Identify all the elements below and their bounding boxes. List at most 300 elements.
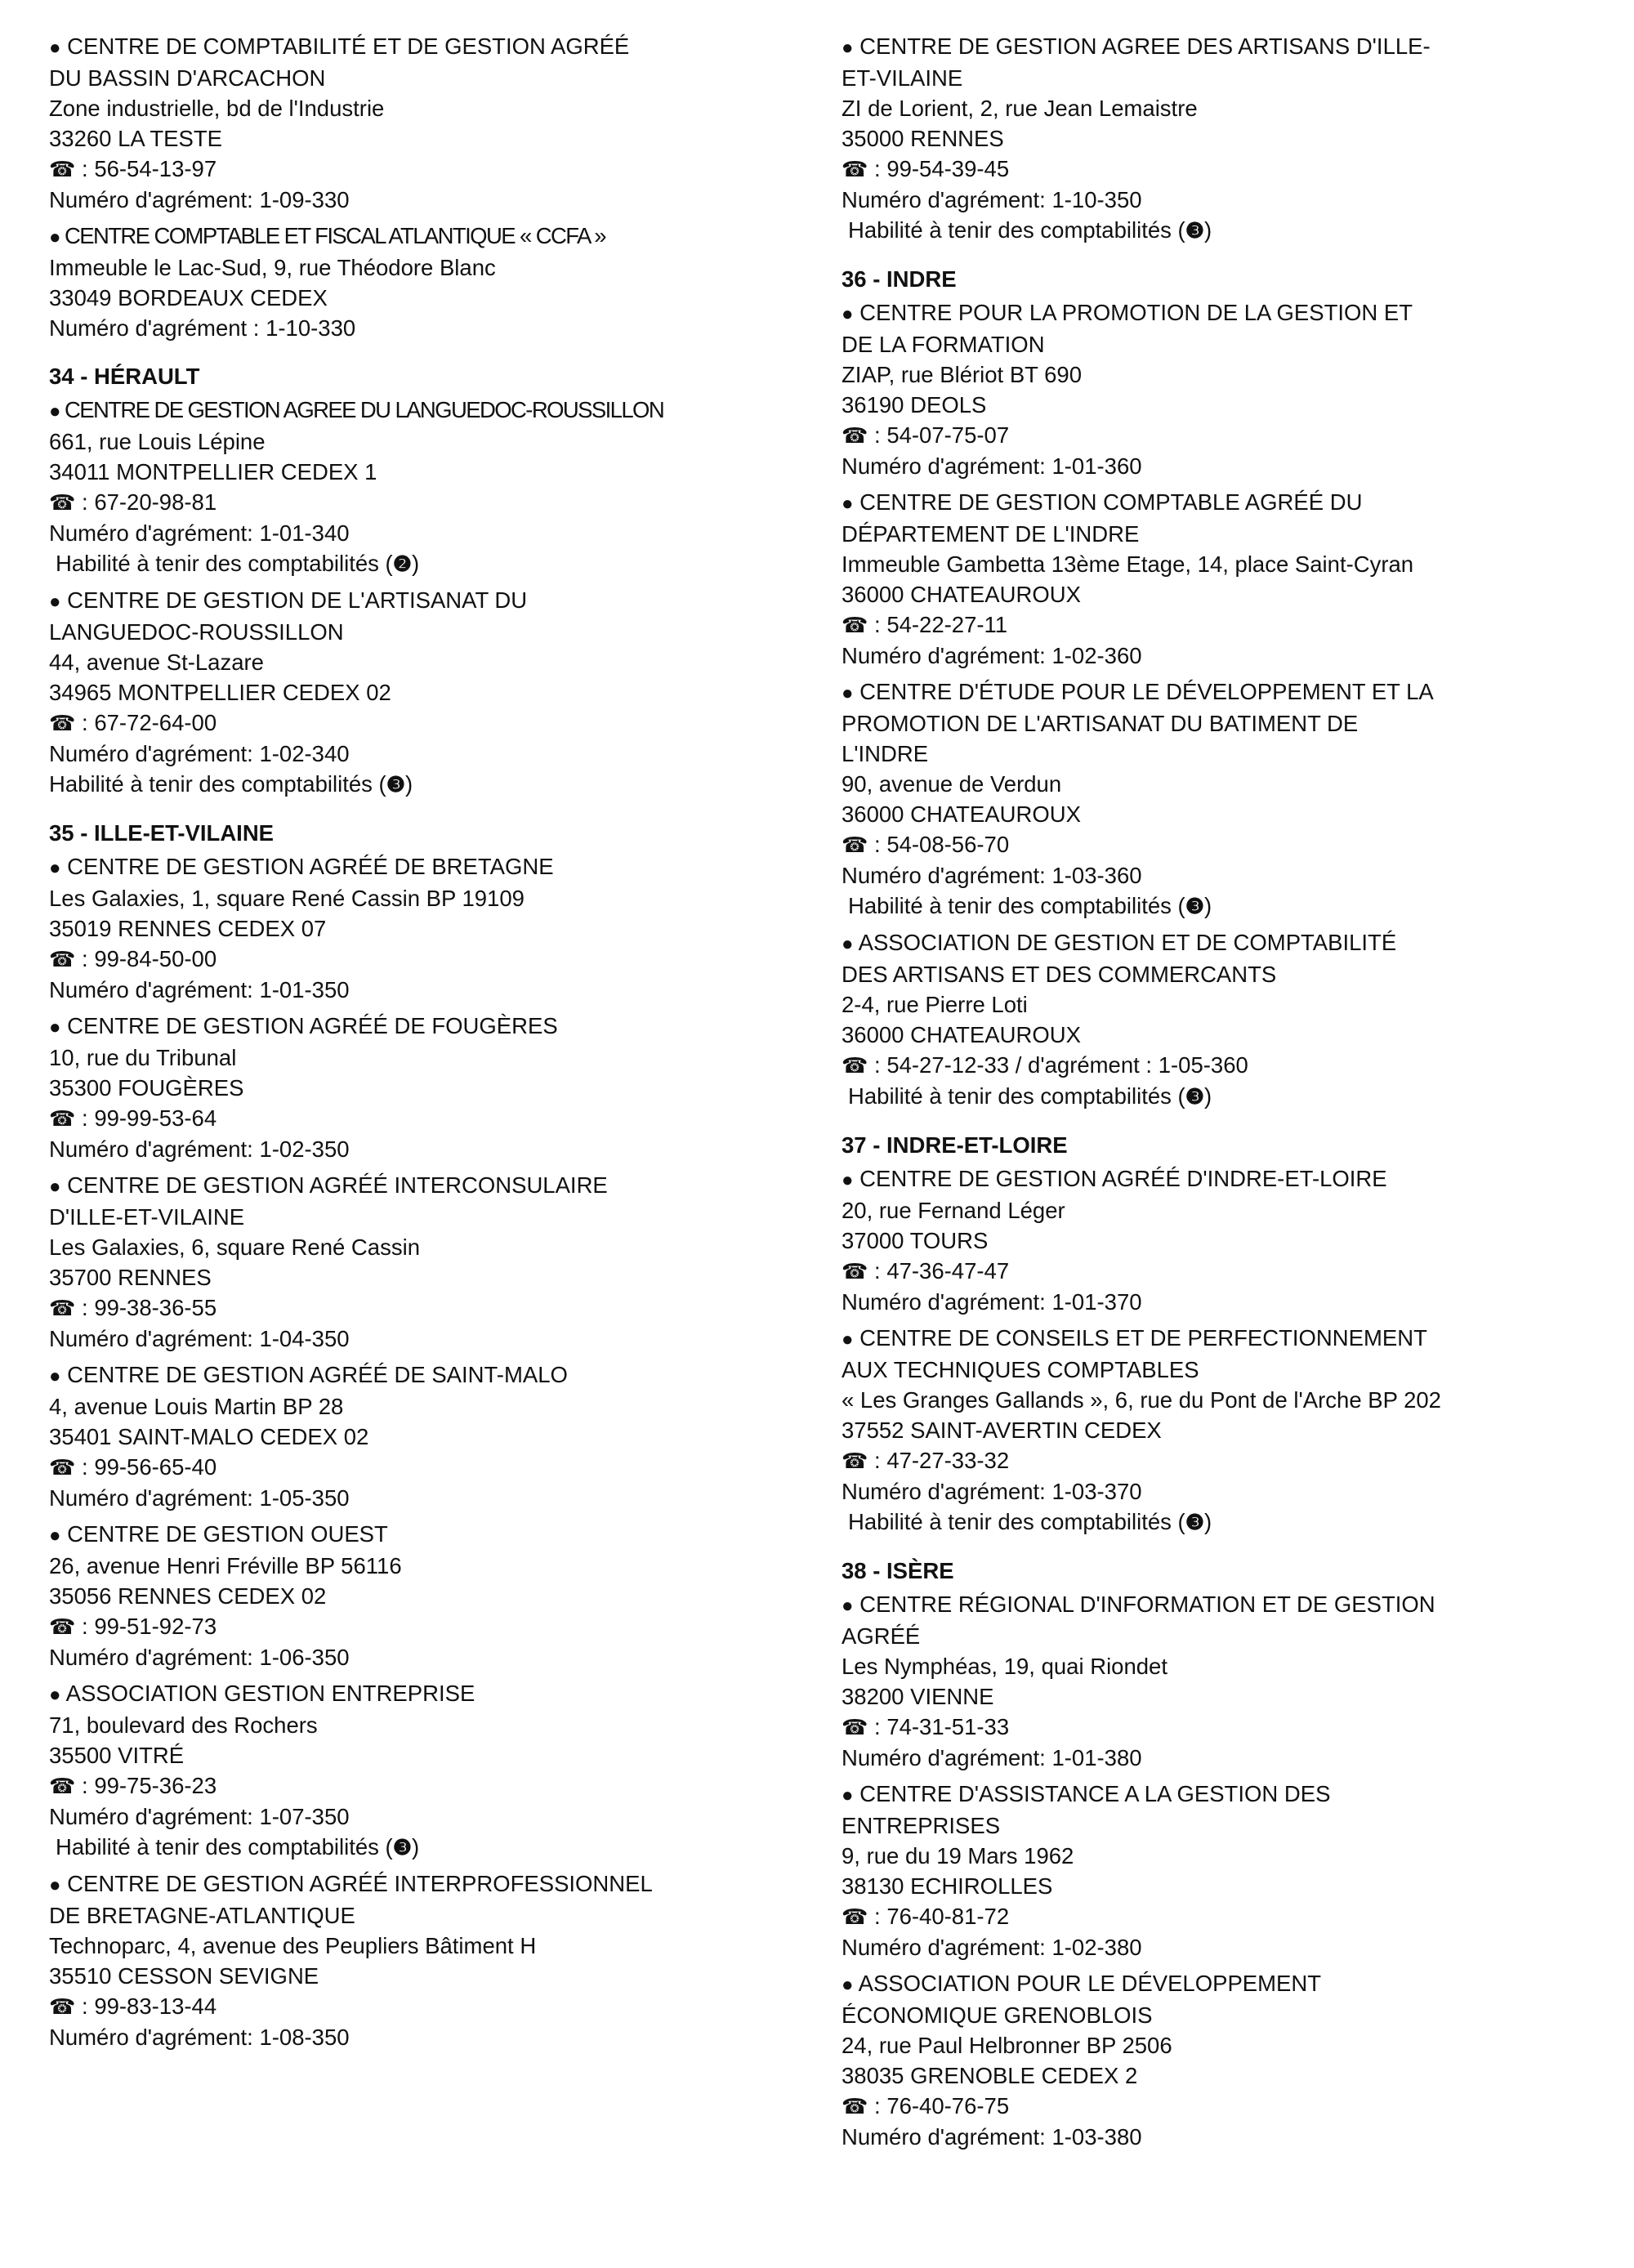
bullet-icon: ● [842,1784,854,1806]
phone-separator: : [75,1773,95,1798]
entry-name [842,1163,1626,1195]
agrement-label: Numéro d'agrément: [842,453,1046,479]
left-column [49,31,833,2058]
entry-name-text: ENTREPRISES [842,1813,1001,1838]
agrement-number: 1-03-370 [1051,1479,1142,1504]
entry-name-text: CENTRE D'ÉTUDE POUR LE DÉVELOPPEMENT ET LA [859,679,1434,704]
directory-entry [842,1323,1626,1538]
bullet-icon: ● [49,1525,61,1547]
agrement-label: Numéro d'agrément: [842,2124,1046,2150]
bullet-icon: ● [49,1684,61,1706]
agrement-number: 1-05-350 [259,1485,350,1511]
habilite-mark: ❸ [1185,894,1205,918]
entry-address: 35300 FOUGÈRES [49,1075,244,1101]
entry-address: 90, avenue de Verdun [842,771,1062,797]
entry-agrement [49,1642,833,1672]
entry-name [842,1589,1626,1621]
entry-name [842,1810,1626,1841]
entry-habilite: Habilité à tenir des comptabilités (❷) [56,551,420,576]
entry-phone [49,1991,833,2022]
directory-entry [49,585,833,800]
entry-name-text: CENTRE DE GESTION AGRÉÉ DE FOUGÈRES [67,1013,558,1038]
phone-icon: ☎ [49,947,76,971]
entry-name [842,927,1626,959]
department-heading: 37 - INDRE-ET-LOIRE [842,1132,1068,1158]
entry-name-text: CENTRE DE GESTION AGRÉÉ INTERCONSULAIRE [67,1172,608,1198]
agrement-label: Numéro d'agrément: [842,643,1046,668]
entry-name-text: ASSOCIATION POUR LE DÉVELOPPEMENT [858,1971,1322,1996]
entry-name-text: CENTRE COMPTABLE ET FISCAL ATLANTIQUE « CCFA » [64,223,605,248]
agrement-label: Numéro d'agrément: [49,977,253,1002]
entry-address: 36000 CHATEAUROUX [842,1022,1081,1047]
habilite-mark: ❸ [1185,1084,1205,1109]
entry-name [842,1621,1626,1651]
phone-separator: : [75,1993,95,2019]
entry-agrement [49,1324,833,1354]
agrement-number: 1-07-350 [259,1804,350,1829]
habilite-mark: ❸ [386,772,406,797]
agrement-label: Numéro d'agrément: [842,187,1046,212]
entry-address: ZIAP, rue Blériot BT 690 [842,362,1083,387]
entry-phone [49,1292,833,1324]
phone-number: 76-40-76-75 [886,2093,1010,2118]
entry-address: 37552 SAINT-AVERTIN CEDEX [842,1418,1162,1443]
bullet-icon: ● [842,933,854,955]
entry-agrement [842,1287,1626,1317]
agrement-label: Numéro d'agrément: [842,1479,1046,1504]
entry-address: 34011 MONTPELLIER CEDEX 1 [49,459,377,484]
phone-number: 99-83-13-44 [94,1993,217,2019]
habilite-mark: ❸ [1185,218,1205,243]
entry-name-text: DE BRETAGNE-ATLANTIQUE [49,1903,355,1928]
entry-agrement [842,1743,1626,1773]
department-heading: 35 - ILLE-ET-VILAINE [49,820,275,846]
agrement-label: Numéro d'agrément: [49,1804,253,1829]
phone-separator: : [868,1714,887,1739]
entry-address: 36190 DEOLS [842,392,987,417]
agrement-label: Numéro d'agrément: [842,1935,1046,1960]
entry-phone [842,2091,1626,2122]
agrement-number: 1-10-350 [1051,187,1142,212]
entry-habilite: Habilité à tenir des comptabilités (❸) [848,217,1212,243]
entry-name-text: CENTRE DE GESTION AGRÉÉ INTERPROFESSIONNEL [67,1871,653,1896]
entry-agrement [49,1801,833,1832]
phone-icon: ☎ [49,490,76,515]
entry-habilite: Habilité à tenir des comptabilités (❸) [848,893,1212,918]
phone-separator: : [75,710,95,735]
phone-separator: : [868,156,887,181]
entry-agrement [49,185,833,215]
phone-number: 99-84-50-00 [94,946,217,971]
right-column [842,31,1626,2158]
phone-number: 47-27-33-32 [886,1448,1010,1473]
phone-icon: ☎ [49,1994,76,2019]
phone-icon: ☎ [842,1259,868,1284]
agrement-number: 1-01-360 [1051,453,1142,479]
phone-separator: : [868,2093,887,2118]
department-heading: 36 - INDRE [842,266,957,292]
entry-name [842,329,1626,359]
entry-agrement [842,1932,1626,1962]
directory-entry [49,221,833,343]
entry-address: 44, avenue St-Lazare [49,650,264,675]
phone-icon: ☎ [842,1715,868,1739]
phone-number: 99-38-36-55 [94,1295,217,1320]
phone-icon: ☎ [842,1904,868,1929]
habilite-mark: ❸ [1185,1510,1205,1534]
entry-address: 20, rue Fernand Léger [842,1198,1065,1223]
entry-name [842,2000,1626,2030]
entry-address: 38035 GRENOBLE CEDEX 2 [842,2063,1138,2088]
bullet-icon: ● [842,37,854,59]
entry-address: Les Galaxies, 1, square René Cassin BP 19109 [49,886,525,911]
entry-address: 35019 RENNES CEDEX 07 [49,916,327,941]
bullet-icon: ● [842,493,854,515]
phone-number: 54-22-27-11 [886,612,1008,637]
phone-separator: : [75,1295,95,1320]
entry-name [49,1170,833,1202]
phone-number: 54-27-12-33 / d'agrément : 1-05-360 [886,1052,1248,1078]
phone-icon: ☎ [842,833,868,857]
habilite-text: Habilité à tenir des comptabilités [848,893,1172,918]
entry-address: « Les Granges Gallands », 6, rue du Pont de l'Arche BP 202 [842,1387,1441,1413]
entry-agrement [49,739,833,769]
entry-address: Immeuble le Lac-Sud, 9, rue Théodore Blanc [49,255,496,280]
phone-icon: ☎ [842,1053,868,1078]
directory-entry [49,1868,833,2052]
directory-entry [49,1170,833,1354]
entry-address: 35000 RENNES [842,126,1004,151]
entry-phone [49,1452,833,1483]
bullet-icon: ● [842,1169,854,1191]
entry-name-text: DES ARTISANS ET DES COMMERCANTS [842,962,1277,987]
entry-address: Les Galaxies, 6, square René Cassin [49,1234,420,1260]
entry-phone [842,1050,1626,1081]
phone-icon: ☎ [842,1449,868,1473]
entry-name [49,395,833,426]
bullet-icon: ● [49,1874,61,1896]
agrement-label: Numéro d'agrément: [49,187,253,212]
entry-address: 661, rue Louis Lépine [49,429,266,454]
entry-name-text: ASSOCIATION GESTION ENTREPRISE [65,1681,475,1706]
entry-name [49,31,833,63]
entry-name [49,1519,833,1551]
directory-entry [842,487,1626,671]
entry-address: 36000 CHATEAUROUX [842,582,1081,607]
habilite-text: Habilité à tenir des comptabilités [49,771,373,797]
entry-agrement [842,185,1626,215]
agrement-number: 1-08-350 [259,2025,350,2050]
phone-icon: ☎ [49,1455,76,1480]
habilite-text: Habilité à tenir des comptabilités [848,217,1172,243]
phone-icon: ☎ [842,423,868,448]
entry-phone [49,1103,833,1134]
habilite-mark: ❸ [392,1835,413,1859]
phone-icon: ☎ [842,2094,868,2118]
entry-address: 37000 TOURS [842,1228,989,1253]
entry-agrement [49,2022,833,2052]
phone-icon: ☎ [842,157,868,181]
entry-address: 36000 CHATEAUROUX [842,801,1081,827]
entry-phone [842,154,1626,185]
phone-separator: : [75,1454,95,1480]
directory-entry [842,1163,1626,1317]
department-heading: 38 - ISÈRE [842,1558,954,1583]
entry-name [842,1779,1626,1810]
entry-name-text: CENTRE DE GESTION AGRÉÉ D'INDRE-ET-LOIRE [859,1166,1387,1191]
directory-entry [49,1678,833,1863]
phone-icon: ☎ [49,157,76,181]
habilite-text: Habilité à tenir des comptabilités [848,1509,1172,1534]
entry-name [842,519,1626,549]
directory-entry [842,676,1626,922]
entry-phone [49,1770,833,1801]
agrement-number: 1-01-380 [1051,1745,1142,1770]
bullet-icon: ● [842,1595,854,1617]
directory-entry [842,1968,1626,2152]
habilite-text: Habilité à tenir des comptabilités [848,1083,1172,1109]
directory-entry [842,1589,1626,1773]
entry-name-text: CENTRE POUR LA PROMOTION DE LA GESTION ET [859,300,1413,325]
entry-habilite: Habilité à tenir des comptabilités (❸) [848,1509,1212,1534]
entry-name-text: AUX TECHNIQUES COMPTABLES [842,1357,1199,1382]
phone-number: 54-08-56-70 [886,832,1010,857]
entry-name-text: CENTRE RÉGIONAL D'INFORMATION ET DE GESTION [859,1592,1435,1617]
entry-name-text: CENTRE DE GESTION DE L'ARTISANAT DU [67,587,528,613]
agrement-number: 1-03-380 [1051,2124,1142,2150]
entry-name [842,31,1626,63]
phone-separator: : [868,1448,887,1473]
entry-phone [842,420,1626,451]
entry-name-text: CENTRE DE GESTION AGREE DES ARTISANS D'ILLE- [859,33,1431,59]
entry-address: Immeuble Gambetta 13ème Etage, 14, place Saint-Cyran [842,551,1414,577]
phone-icon: ☎ [49,711,76,735]
entry-name-text: L'INDRE [842,741,929,766]
entry-name [49,1202,833,1232]
bullet-icon: ● [49,1016,61,1038]
entry-phone [842,1901,1626,1932]
entry-agrement [842,860,1626,891]
bullet-icon: ● [842,1974,854,1996]
entry-name [842,1355,1626,1385]
phone-number: 99-99-53-64 [94,1105,217,1131]
entry-address: 38130 ECHIROLLES [842,1873,1053,1899]
entry-address: 4, avenue Louis Martin BP 28 [49,1394,344,1419]
phone-number: 76-40-81-72 [886,1904,1010,1929]
entry-address: 35056 RENNES CEDEX 02 [49,1583,327,1609]
bullet-icon: ● [49,37,61,59]
phone-number: 67-20-98-81 [94,489,217,515]
entry-address: 10, rue du Tribunal [49,1045,237,1070]
directory-entry [842,1779,1626,1962]
entry-name [842,676,1626,708]
entry-name-text: CENTRE DE GESTION AGRÉÉ DE BRETAGNE [67,854,554,879]
entry-name [842,1968,1626,2000]
phone-separator: : [868,1052,887,1078]
entry-phone [842,1256,1626,1287]
phone-icon: ☎ [49,1774,76,1798]
entry-address: 24, rue Paul Helbronner BP 2506 [842,2033,1172,2058]
phone-icon: ☎ [49,1296,76,1320]
agrement-label: Numéro d'agrément: [49,2025,253,2050]
entry-name [49,221,833,252]
phone-separator: : [75,1614,95,1639]
phone-separator: : [868,1904,887,1929]
directory-entry [49,1519,833,1672]
phone-separator: : [75,489,95,515]
department-heading: 34 - HÉRAULT [49,364,200,389]
entry-name-text: DE LA FORMATION [842,332,1045,357]
entry-name-text: CENTRE D'ASSISTANCE A LA GESTION DES [859,1781,1331,1806]
entry-address: Zone industrielle, bd de l'Industrie [49,96,385,121]
entry-habilite: Habilité à tenir des comptabilités (❸) [848,1083,1212,1109]
entry-phone [842,1445,1626,1476]
agrement-label: Numéro d'agrément: [842,1745,1046,1770]
entry-name [49,1900,833,1931]
entry-name [842,959,1626,989]
entry-agrement [49,1134,833,1164]
entry-agrement [49,975,833,1005]
entry-name-text: D'ILLE-ET-VILAINE [49,1204,245,1230]
entry-name-text: PROMOTION DE L'ARTISANAT DU BATIMENT DE [842,711,1359,736]
entry-agrement [49,313,833,343]
agrement-number: 1-02-350 [259,1136,350,1162]
phone-number: 99-75-36-23 [94,1773,217,1798]
agrement-number: 1-01-340 [259,520,350,546]
entry-name-text: CENTRE DE GESTION COMPTABLE AGRÉÉ DU [859,489,1363,515]
entry-agrement [842,1476,1626,1507]
entry-name [842,297,1626,329]
entry-address: 35700 RENNES [49,1265,212,1290]
agrement-number: 1-01-370 [1051,1289,1142,1315]
agrement-label: Numéro d'agrément: [49,1136,253,1162]
phone-separator: : [868,422,887,448]
agrement-number: 1-02-380 [1051,1935,1142,1960]
phone-number: 99-56-65-40 [94,1454,217,1480]
agrement-label: Numéro d'agrément: [842,863,1046,888]
entry-name-text: CENTRE DE GESTION OUEST [67,1521,388,1547]
bullet-icon: ● [842,682,854,704]
phone-number: 74-31-51-33 [886,1714,1010,1739]
entry-name [49,1868,833,1900]
entry-address: 71, boulevard des Rochers [49,1712,318,1738]
entry-name [842,708,1626,739]
entry-name [49,585,833,617]
entry-name [842,1323,1626,1355]
bullet-icon: ● [49,400,60,422]
bullet-icon: ● [49,226,60,248]
entry-phone [842,1712,1626,1743]
phone-separator: : [75,1105,95,1131]
directory-entry [49,1359,833,1513]
directory-entry [49,851,833,1005]
agrement-number: 1-02-360 [1051,643,1142,668]
habilite-mark: ❷ [392,551,413,576]
directory-entry [49,1011,833,1164]
entry-name-text: ASSOCIATION DE GESTION ET DE COMPTABILITÉ [858,930,1397,955]
entry-name-text: ÉCONOMIQUE GRENOBLOIS [842,2002,1153,2028]
entry-name-text: CENTRE DE CONSEILS ET DE PERFECTIONNEMENT [859,1325,1427,1351]
phone-separator: : [868,1258,887,1284]
entry-name [49,63,833,93]
entry-habilite: Habilité à tenir des comptabilités (❸) [56,1834,420,1859]
entry-agrement [49,518,833,548]
phone-number: 54-07-75-07 [886,422,1010,448]
bullet-icon: ● [49,591,61,613]
entry-name [49,1359,833,1391]
entry-address: 9, rue du 19 Mars 1962 [842,1843,1074,1868]
entry-habilite: Habilité à tenir des comptabilités (❸) [49,771,413,797]
entry-name [49,1678,833,1710]
entry-name-text: CENTRE DE COMPTABILITÉ ET DE GESTION AGRÉÉ [67,33,630,59]
entry-phone [842,609,1626,641]
entry-address: 35500 VITRÉ [49,1743,185,1768]
directory-entry [842,927,1626,1112]
entry-name [49,851,833,883]
entry-agrement [842,2122,1626,2152]
entry-phone [49,944,833,975]
agrement-number: 1-01-350 [259,977,350,1002]
agrement-label: Numéro d'agrément: [49,741,253,766]
phone-icon: ☎ [49,1614,76,1639]
entry-name [49,1011,833,1042]
agrement-label: Numéro d'agrément : [49,315,260,341]
entry-name [49,617,833,647]
entry-name-text: DU BASSIN D'ARCACHON [49,65,326,91]
entry-name [842,487,1626,519]
phone-number: 67-72-64-00 [94,710,217,735]
bullet-icon: ● [49,1365,61,1387]
phone-number: 56-54-13-97 [94,156,217,181]
phone-icon: ☎ [49,1106,76,1131]
phone-separator: : [75,156,95,181]
phone-number: 99-51-92-73 [94,1614,217,1639]
agrement-number: 1-03-360 [1051,863,1142,888]
directory-entry [49,31,833,215]
directory-entry [842,297,1626,481]
entry-phone [49,1611,833,1642]
entry-name-text: AGRÉÉ [842,1623,921,1649]
agrement-label: Numéro d'agrément: [49,1326,253,1351]
entry-agrement [49,1483,833,1513]
entry-agrement [842,641,1626,671]
entry-phone [49,154,833,185]
directory-entry [842,31,1626,246]
phone-number: 99-54-39-45 [886,156,1010,181]
entry-address: 38200 VIENNE [842,1684,994,1709]
entry-address: ZI de Lorient, 2, rue Jean Lemaistre [842,96,1198,121]
entry-name-text: CENTRE DE GESTION AGREE DU LANGUEDOC-ROUSSILLON [64,397,664,422]
entry-address: 26, avenue Henri Fréville BP 56116 [49,1553,402,1578]
phone-separator: : [868,612,887,637]
agrement-number: 1-09-330 [259,187,350,212]
agrement-label: Numéro d'agrément: [49,1485,253,1511]
entry-address: 2-4, rue Pierre Loti [842,992,1028,1017]
entry-address: 33049 BORDEAUX CEDEX [49,285,328,310]
entry-address: 33260 LA TESTE [49,126,222,151]
agrement-number: 1-02-340 [259,741,350,766]
entry-name [842,739,1626,769]
entry-address: 34965 MONTPELLIER CEDEX 02 [49,680,391,705]
phone-separator: : [868,832,887,857]
agrement-label: Numéro d'agrément: [49,520,253,546]
phone-number: 47-36-47-47 [886,1258,1010,1284]
entry-address: Technoparc, 4, avenue des Peupliers Bâtiment H [49,1933,537,1958]
entry-name-text: CENTRE DE GESTION AGRÉÉ DE SAINT-MALO [67,1362,568,1387]
entry-name-text: DÉPARTEMENT DE L'INDRE [842,521,1140,547]
agrement-label: Numéro d'agrément: [49,1645,253,1670]
entry-phone [49,487,833,518]
